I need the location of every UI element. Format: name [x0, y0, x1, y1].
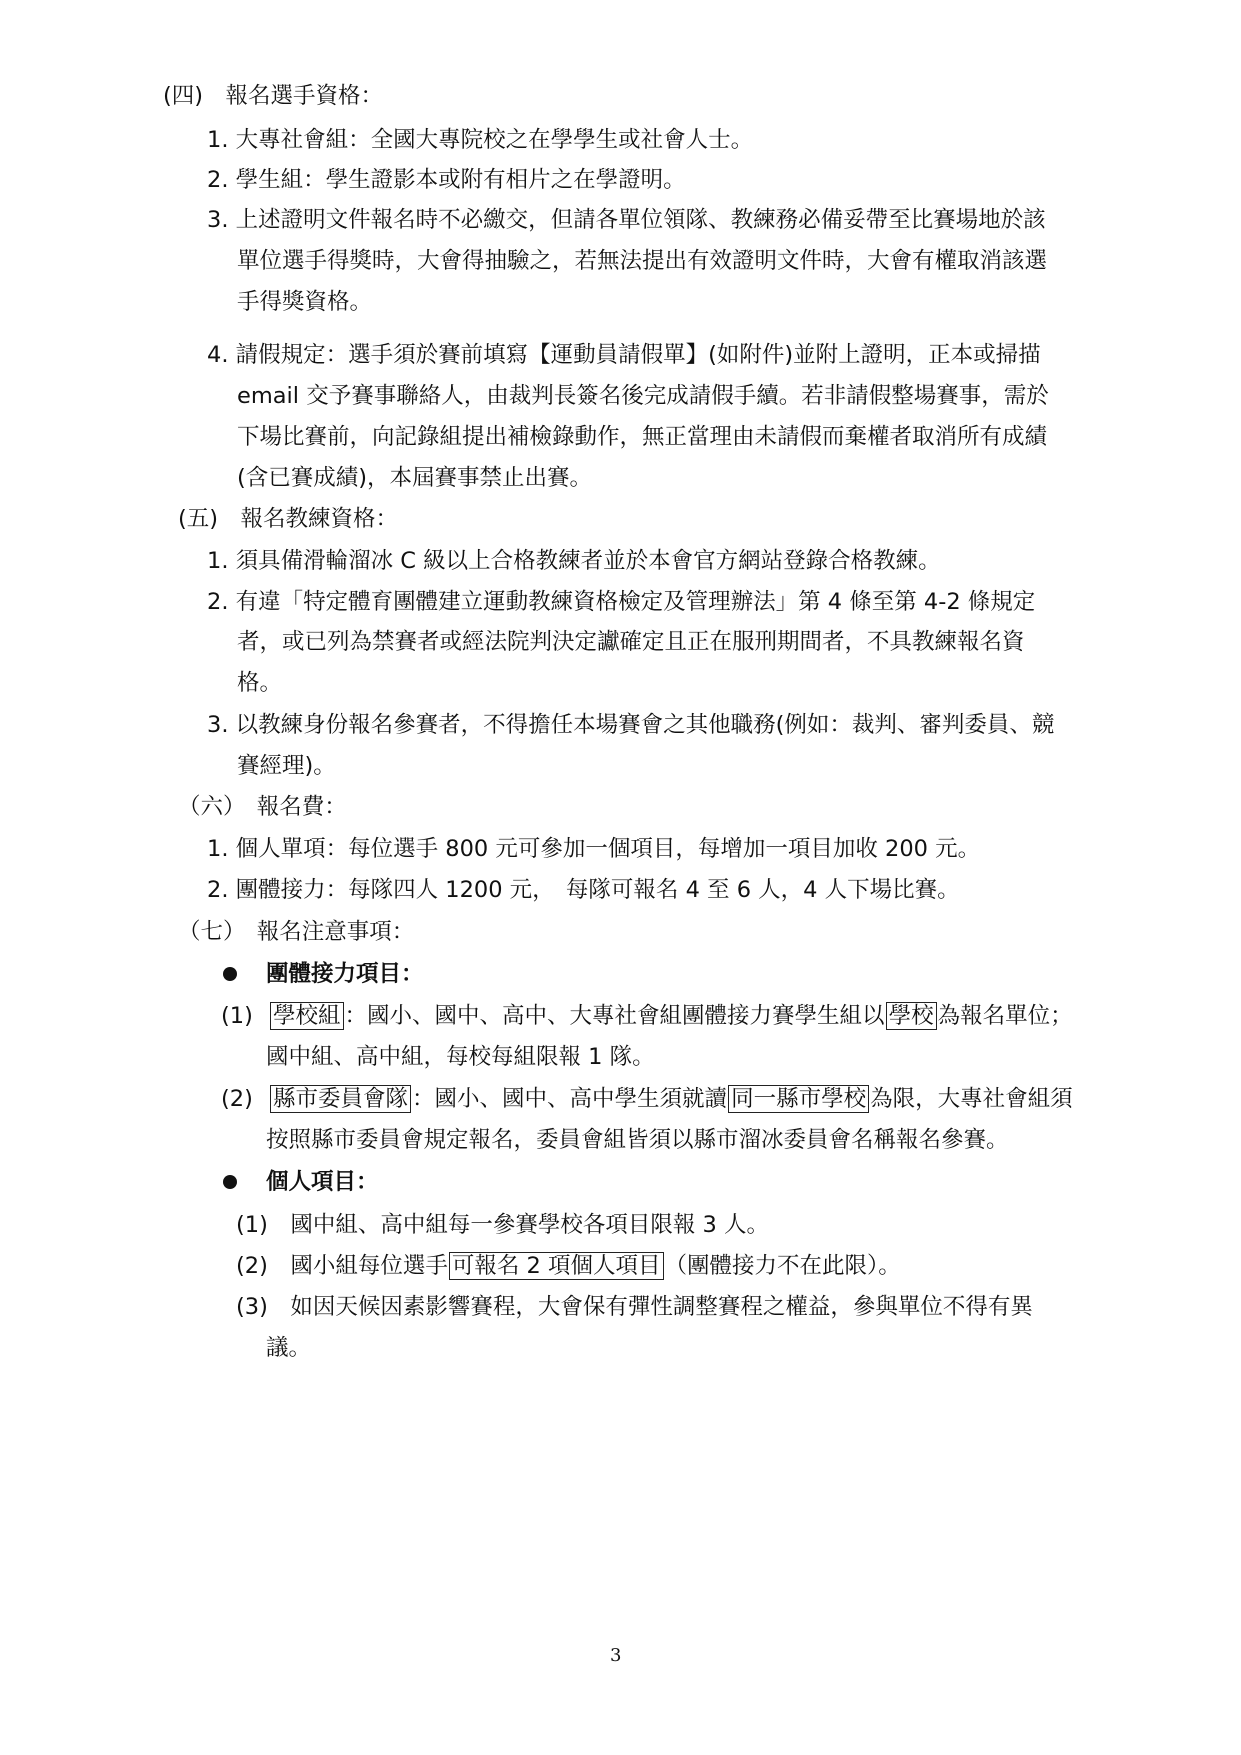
s5-item-3-line-1: 3. 以教練身份報名參賽者，不得擔任本場賽會之其他職務(例如：裁判、審判委員、競	[207, 712, 1055, 738]
individual-item-3-line-2: 議。	[266, 1335, 312, 1361]
s4-item-2: 2. 學生組：學生證影本或附有相片之在學證明。	[207, 167, 686, 193]
s6-item-1: 1. 個人單項：每位選手 800 元可參加一個項目，每增加一項目加收 200 元。	[207, 836, 981, 862]
team-relay-title: 團體接力項目：	[266, 961, 424, 987]
s4-item-3-line-1: 3. 上述證明文件報名時不必繳交，但請各單位領隊、教練務必備妥帶至比賽場地於該	[207, 207, 1046, 233]
s4-item-1: 1. 大專社會組：全國大專院校之在學學生或社會人士。	[207, 127, 754, 153]
s5-item-2-line-3: 格。	[237, 670, 283, 696]
individual-item-1: (1) 國中組、高中組每一參賽學校各項目限報 3 人。	[236, 1212, 769, 1238]
page-number: 3	[610, 1645, 622, 1666]
section-6-heading: （六） 報名費：	[178, 794, 347, 820]
s4-item-4-line-1: 4. 請假規定：選手須於賽前填寫【運動員請假單】(如附件)並附上證明，正本或掃描	[207, 342, 1041, 368]
bullet-icon	[223, 1175, 237, 1189]
team-item-2-line-1	[221, 1084, 1073, 1114]
section-7-heading: （七） 報名注意事項：	[178, 919, 415, 945]
s4-item-3-line-2: 單位選手得獎時，大會得抽驗之，若無法提出有效證明文件時，大會有權取消該選	[237, 248, 1048, 274]
team-item-1-number: (1)	[221, 1003, 253, 1029]
team-item-2-end: 為限，大專社會組須	[870, 1086, 1073, 1112]
team-item-1-text: ：國小、國中、高中、大專社會組團體接力賽學生組以	[344, 1003, 885, 1029]
team-item-1-end: 為報名單位；	[937, 1003, 1073, 1029]
team-item-1-line-1	[221, 1001, 1073, 1031]
county-committee-team-boxed: 縣市委員會隊	[270, 1085, 411, 1113]
team-item-2-line-2: 按照縣市委員會規定報名，委員會組皆須以縣市溜冰委員會名稱報名參賽。	[266, 1127, 1009, 1153]
individual-item-3-line-1: (3) 如因天候因素影響賽程，大會保有彈性調整賽程之權益，參與單位不得有異	[236, 1294, 1033, 1320]
s4-item-3-line-3: 手得獎資格。	[237, 289, 373, 315]
bullet-icon	[223, 967, 237, 981]
section-5-heading: (五) 報名教練資格：	[178, 506, 399, 532]
s4-item-4-line-2: email 交予賽事聯絡人，由裁判長簽名後完成請假手續。若非請假整場賽事，需於	[237, 383, 1049, 409]
section-4-heading: (四) 報名選手資格：	[163, 83, 384, 109]
two-events-boxed: 可報名 2 項個人項目	[449, 1252, 664, 1280]
s5-item-2-line-1: 2. 有違「特定體育團體建立運動教練資格檢定及管理辦法」第 4 條至第 4-2 條規定	[207, 589, 1036, 615]
team-item-2-number: (2)	[221, 1086, 253, 1112]
s5-item-1: 1. 須具備滑輪溜冰 C 級以上合格教練者並於本會官方網站登錄合格教練。	[207, 548, 941, 574]
individual-title: 個人項目：	[266, 1169, 379, 1195]
individual-item-2-text: (2) 國小組每位選手	[236, 1253, 448, 1279]
s6-item-2: 2. 團體接力：每隊四人 1200 元， 每隊可報名 4 至 6 人，4 人下場比賽。	[207, 877, 960, 903]
s4-item-4-line-3: 下場比賽前，向記錄組提出補檢錄動作，無正當理由未請假而棄權者取消所有成績	[237, 424, 1048, 450]
same-county-school-boxed: 同一縣市學校	[728, 1085, 869, 1113]
s5-item-2-line-2: 者，或已列為禁賽者或經法院判決定讞確定且正在服刑期間者，不具教練報名資	[237, 629, 1025, 655]
school-group-boxed: 學校組	[270, 1002, 344, 1030]
individual-item-2-end: （團體接力不在此限）。	[664, 1253, 901, 1279]
s5-item-3-line-2: 賽經理)。	[237, 753, 336, 779]
team-item-2-text: ：國小、國中、高中學生須就讀	[412, 1086, 728, 1112]
team-item-1-line-2: 國中組、高中組，每校每組限報 1 隊。	[266, 1044, 655, 1070]
school-boxed: 學校	[886, 1002, 937, 1030]
s4-item-4-line-4: (含已賽成績)，本屆賽事禁止出賽。	[237, 465, 593, 491]
individual-item-2	[236, 1251, 901, 1281]
